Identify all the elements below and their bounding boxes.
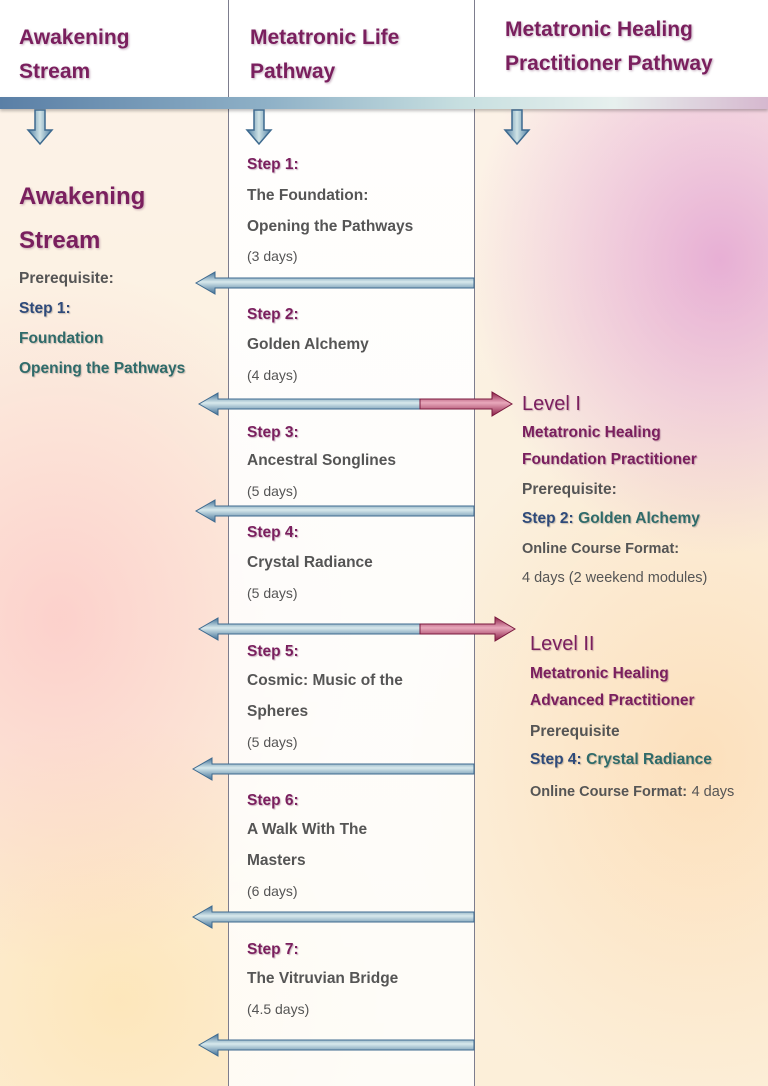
step-6-days: (6 days) <box>247 883 298 899</box>
left-arrow-icon <box>199 393 420 415</box>
title-line: Golden Alchemy <box>247 336 369 353</box>
level-name-line: Advanced Practitioner <box>530 692 695 709</box>
title-line: Opening the Pathways <box>247 218 414 235</box>
format-label: Online Course Format: <box>530 784 688 800</box>
header-line: Metatronic Life <box>250 26 400 49</box>
level-name-line: Metatronic Healing <box>530 665 669 682</box>
level-2-title: Level II <box>530 633 595 655</box>
step-7-days: (4.5 days) <box>247 1001 310 1017</box>
step-6-label: Step 6: <box>247 792 299 809</box>
step-1-days: (3 days) <box>247 248 298 264</box>
prerequisite-pathway: Opening the Pathways <box>19 360 186 377</box>
level-1-title: Level I <box>522 393 581 415</box>
step-4-days: (5 days) <box>247 585 298 601</box>
header-line: Awakening <box>19 26 130 49</box>
title-line: The Vitruvian Bridge <box>247 970 399 987</box>
header-line: Pathway <box>250 60 336 83</box>
header-line: Stream <box>19 60 91 83</box>
header-line: Practitioner Pathway <box>505 52 713 75</box>
title-line: Ancestral Songlines <box>247 452 397 469</box>
step-5-label: Step 5: <box>247 643 299 660</box>
step-7-label: Step 7: <box>247 941 299 958</box>
title-line: Spheres <box>247 703 309 720</box>
title-line: The Foundation: <box>247 187 369 204</box>
right-arrow-icon <box>420 617 515 641</box>
prerequisite-label: Prerequisite: <box>522 481 617 498</box>
title-line: A Walk With The <box>247 821 368 838</box>
format-label: Online Course Format: <box>522 541 680 557</box>
left-arrow-icon <box>196 272 474 294</box>
left-arrow-icon <box>193 758 474 780</box>
level-name-line: Foundation Practitioner <box>522 451 697 468</box>
header-line: Metatronic Healing <box>505 18 693 41</box>
prerequisite-foundation: Foundation <box>19 330 104 347</box>
step-4-label: Step 4: <box>247 524 299 541</box>
prerequisite-label: Prerequisite: <box>19 270 114 287</box>
step-3-days: (5 days) <box>247 483 298 499</box>
title-line: Awakening <box>19 183 146 210</box>
step-3-label: Step 3: <box>247 424 299 441</box>
left-arrow-icon <box>196 500 474 522</box>
prerequisite-step: Step 2: <box>522 510 574 527</box>
step-2-label: Step 2: <box>247 306 299 323</box>
step-1-label: Step 1: <box>247 156 299 173</box>
title-line: Cosmic: Music of the <box>247 672 403 689</box>
right-arrow-icon <box>420 392 512 416</box>
prerequisite-step: Step 4: <box>530 751 582 768</box>
prerequisite-step-name: Crystal Radiance <box>586 751 712 768</box>
left-arrow-icon <box>193 906 474 928</box>
step-5-days: (5 days) <box>247 734 298 750</box>
prerequisite-step-name: Golden Alchemy <box>578 510 700 527</box>
title-line: Stream <box>19 227 101 254</box>
left-arrow-icon <box>199 618 420 640</box>
left-arrow-icon <box>199 1034 474 1056</box>
level-name-line: Metatronic Healing <box>522 424 661 441</box>
format-value: 4 days <box>691 784 735 800</box>
format-value: 4 days (2 weekend modules) <box>522 570 708 586</box>
title-line: Crystal Radiance <box>247 554 373 571</box>
prerequisite-step: Step 1: <box>19 300 71 317</box>
title-line: Masters <box>247 852 306 869</box>
step-2-days: (4 days) <box>247 367 298 383</box>
prerequisite-label: Prerequisite <box>530 723 620 740</box>
